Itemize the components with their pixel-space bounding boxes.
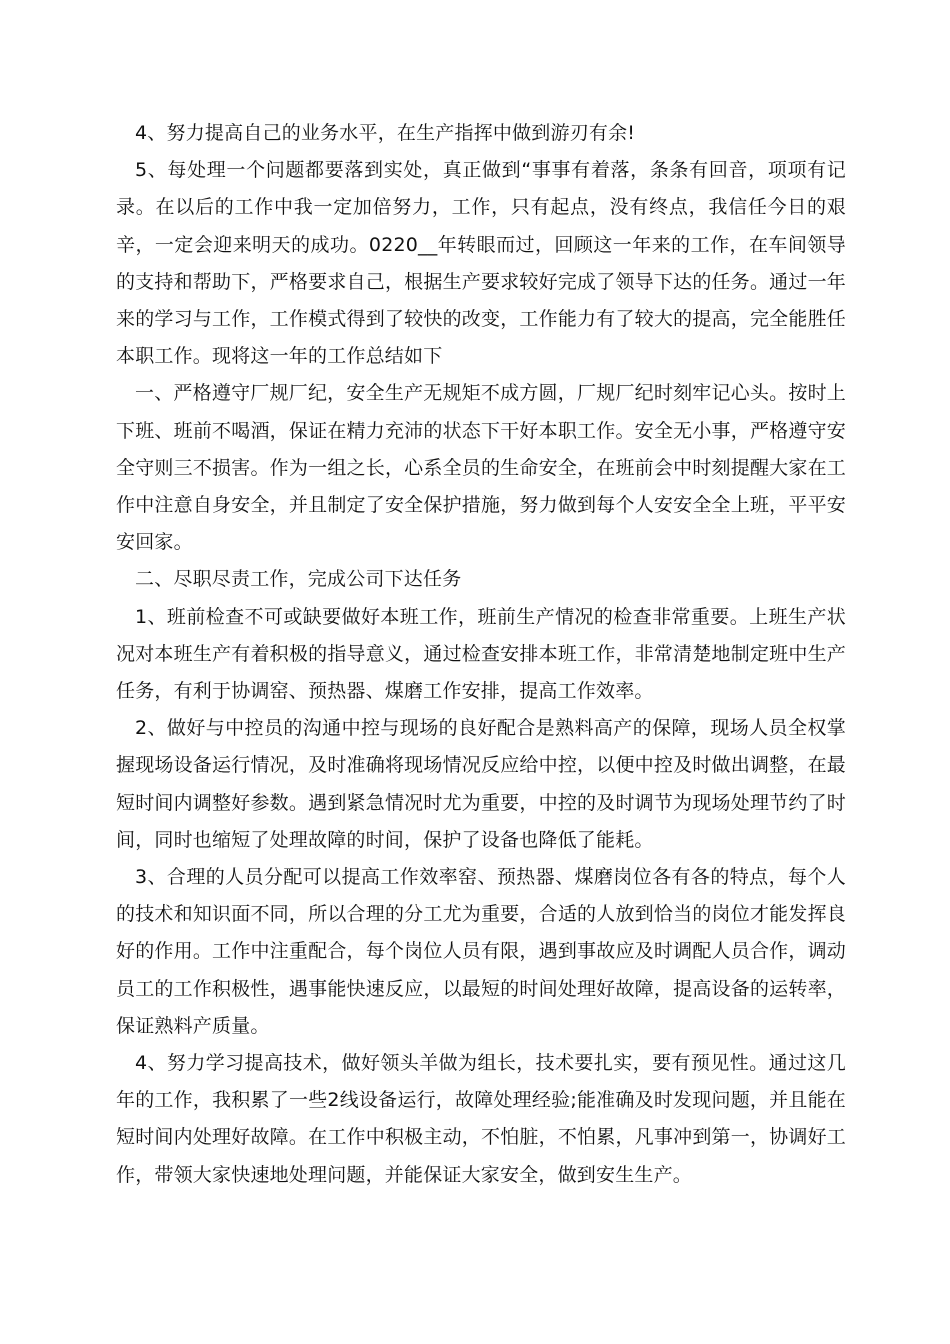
paragraph-handle-problems: 5、每处理一个问题都要落到实处，真正做到“事事有着落，条条有回音，项项有记录。在以后的工作中我一定加倍努力，工作，只有起点，没有终点，我信任今日的艰辛，一定会迎来明天的成功。0220__年转眼而过，回顾这一年来的工作，在车间领导的支持和帮助下，严格要求自己，根据生产要求较好完成了领导下达的任务。通过一年来的学习与工作，工作模式得到了较快的改变，工作能力有了较大的提高，完全能胜任本职工作。现将这一年的工作总结如下 [116,159,846,368]
paragraph-improve-skills: 4、努力提高自己的业务水平，在生产指挥中做到游刃有余! [135,122,636,144]
paragraph-safety-rules: 一、严格遵守厂规厂纪，安全生产无规矩不成方圆，厂规厂纪时刻牢记心头。按时上下班、班前不喝酒，保证在精力充沛的状态下干好本职工作。安全无小事，严格遵守安全守则三不损害。作为一组之长，心系全员的生命安全，在班前会中时刻提醒大家在工作中注意自身安全，并且制定了安全保护措施，努力做到每个人安安全全上班，平平安安回家。 [116,382,846,554]
paragraph-control-communication: 2、做好与中控员的沟通中控与现场的良好配合是熟料高产的保障，现场人员全权掌握现场设备运行情况，及时准确将现场情况反应给中控，以便中控及时做出调整，在最短时间内调整好参数。遇到紧急情况时尤为重要，中控的及时调节为现场处理节约了时间，同时也缩短了处理故障的时间，保护了设备也降低了能耗。 [116,717,846,851]
section-heading-duties: 二、尽职尽责工作，完成公司下达任务 [135,568,462,591]
document-page [116,115,846,1194]
paragraph-staff-allocation: 3、合理的人员分配可以提高工作效率窑、预热器、煤磨岗位各有各的特点，每个人的技术和知识面不同，所以合理的分工尤为重要，合适的人放到恰当的岗位才能发挥良好的作用。工作中注重配合，每个岗位人员有限，遇到事故应及时调配人员合作，调动员工的工作积极性，遇事能快速反应，以最短的时间处理好故障，提高设备的运转率，保证熟料产质量。 [116,866,846,1037]
paragraph-pre-shift-check: 1、班前检查不可或缺要做好本班工作，班前生产情况的检查非常重要。上班生产状况对本班生产有着积极的指导意义，通过检查安排本班工作，非常清楚地制定班中生产任务，有利于协调窑、预热器、煤磨工作安排，提高工作效率。 [116,605,846,703]
paragraph-learn-technique: 4、努力学习提高技术，做好领头羊做为组长，技术要扎实，要有预见性。通过这几年的工作，我积累了一些2线设备运行，故障处理经验;能准确及时发现问题，并且能在短时间内处理好故障。在工作中积极主动，不怕脏，不怕累，凡事冲到第一，协调好工作，带领大家快速地处理问题，并能保证大家安全，做到安生生产。 [116,1052,846,1186]
